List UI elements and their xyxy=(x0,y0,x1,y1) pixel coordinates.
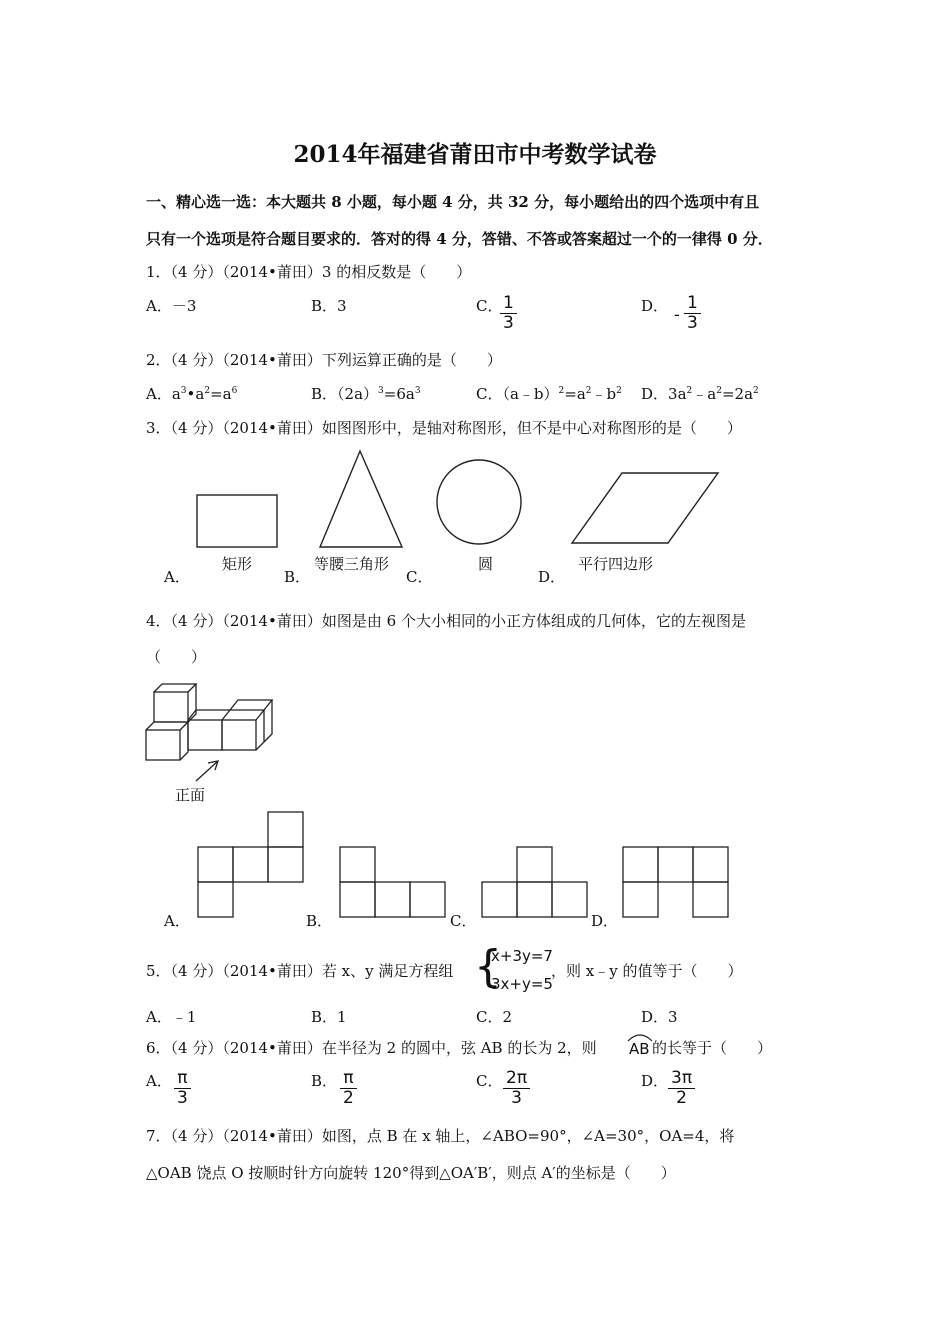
q1-option-c-fraction: 1 3 xyxy=(500,294,517,333)
q2-option-a: A．$a^3•a^2=a^6$ xyxy=(146,385,238,403)
q6-arc-label: AB xyxy=(629,1040,650,1058)
q5-option-c: C．2 xyxy=(476,1008,513,1026)
q6-option-a-label: A． xyxy=(146,1072,172,1090)
q1-option-a: A．－3 xyxy=(146,297,197,315)
q2-option-b: B．$(2a)^3=6a^3$ xyxy=(311,385,421,403)
q6-stem-post: 的长等于（ ） xyxy=(652,1039,773,1057)
q2-option-d: D．$3a^2﹣a^2=2a^2$ xyxy=(641,385,759,403)
q3-option-a-label: A． xyxy=(164,568,190,586)
q6-option-b-fraction: π 2 xyxy=(340,1069,357,1108)
q7-stem-line2: △OAB 饶点 O 按顺时针方向旋转 120°得到△OA′B′，则点 A′的坐标是（ ） xyxy=(146,1164,676,1182)
q1-option-b: B．3 xyxy=(311,297,347,315)
q3-caption-triangle: 等腰三角形 xyxy=(314,555,390,573)
q1-stem: 1．（4 分）（2014•莆田）3 的相反数是（ ） xyxy=(146,263,472,281)
q4-stem: 4．（4 分）（2014•莆田）如图是由 6 个大小相同的小正方体组成的几何体，它的左视图是 xyxy=(146,612,746,630)
q5-option-a: A．﹣1 xyxy=(146,1008,197,1026)
q5-stem-post: ，则 x﹣y 的值等于（ ） xyxy=(551,962,743,980)
page-title: 2014年福建省莆田市中考数学试卷 xyxy=(293,141,657,168)
q3-option-b-label: B． xyxy=(284,568,311,586)
q7-stem-line1: 7．（4 分）（2014•莆田）如图，点 B 在 x 轴上，∠ABO=90°，∠A=30°，OA=4，将 xyxy=(146,1127,735,1145)
q4-option-d-label: D． xyxy=(591,912,619,930)
q6-option-c-fraction: 2π 3 xyxy=(503,1069,530,1108)
q4-option-a-label: A． xyxy=(164,912,190,930)
section-intro-line1: 一、精心选一选：本大题共 8 小题，每小题 4 分，共 32 分，每小题给出的四个选项中有且 xyxy=(146,193,760,211)
q3-option-c-label: C． xyxy=(406,568,433,586)
q4-front-label: 正面 xyxy=(175,786,206,804)
q3-caption-parallelogram: 平行四边形 xyxy=(578,555,654,573)
q6-option-b-label: B． xyxy=(311,1072,338,1090)
section-intro-line2: 只有一个选项是符合题目要求的．答对的得 4 分，答错、不答或答案超过一个的一律得 0 分． xyxy=(146,230,773,248)
q5-brace: { xyxy=(474,941,502,992)
q5-eq2: 3x+y=5 xyxy=(491,975,553,993)
q3-option-d-label: D． xyxy=(538,568,566,586)
q4-stem-cont: （ ） xyxy=(146,648,207,666)
q4-option-b-label: B． xyxy=(306,912,333,930)
q6-option-a-fraction: π 3 xyxy=(174,1069,191,1108)
q2-stem: 2．（4 分）（2014•莆田）下列运算正确的是（ ） xyxy=(146,351,502,369)
q1-option-c-label: C． xyxy=(476,297,503,315)
q1-option-d-sign: - xyxy=(674,305,680,324)
q6-stem-pre: 6．（4 分）（2014•莆田）在半径为 2 的圆中，弦 AB 的长为 2，则 xyxy=(146,1039,597,1057)
q5-option-b: B．1 xyxy=(311,1008,347,1026)
q4-option-c-label: C． xyxy=(450,912,477,930)
q5-stem-pre: 5．（4 分）（2014•莆田）若 x、y 满足方程组 xyxy=(146,962,454,980)
q2-option-c: C．$(a﹣b)^2=a^2﹣b^2$ xyxy=(476,385,622,403)
q1-option-d-label: D． xyxy=(641,297,669,315)
q5-option-d: D．3 xyxy=(641,1008,678,1026)
q6-option-d-fraction: 3π 2 xyxy=(668,1069,695,1108)
q1-option-d-fraction: 1 3 xyxy=(684,294,701,333)
q3-stem: 3．（4 分）（2014•莆田）如图图形中，是轴对称图形，但不是中心对称图形的是（ ） xyxy=(146,419,742,437)
q3-caption-circle: 圆 xyxy=(478,555,494,573)
q5-eq1: x+3y=7 xyxy=(491,947,553,965)
q6-option-c-label: C． xyxy=(476,1072,503,1090)
q3-caption-rectangle: 矩形 xyxy=(222,555,253,573)
q6-option-d-label: D． xyxy=(641,1072,669,1090)
